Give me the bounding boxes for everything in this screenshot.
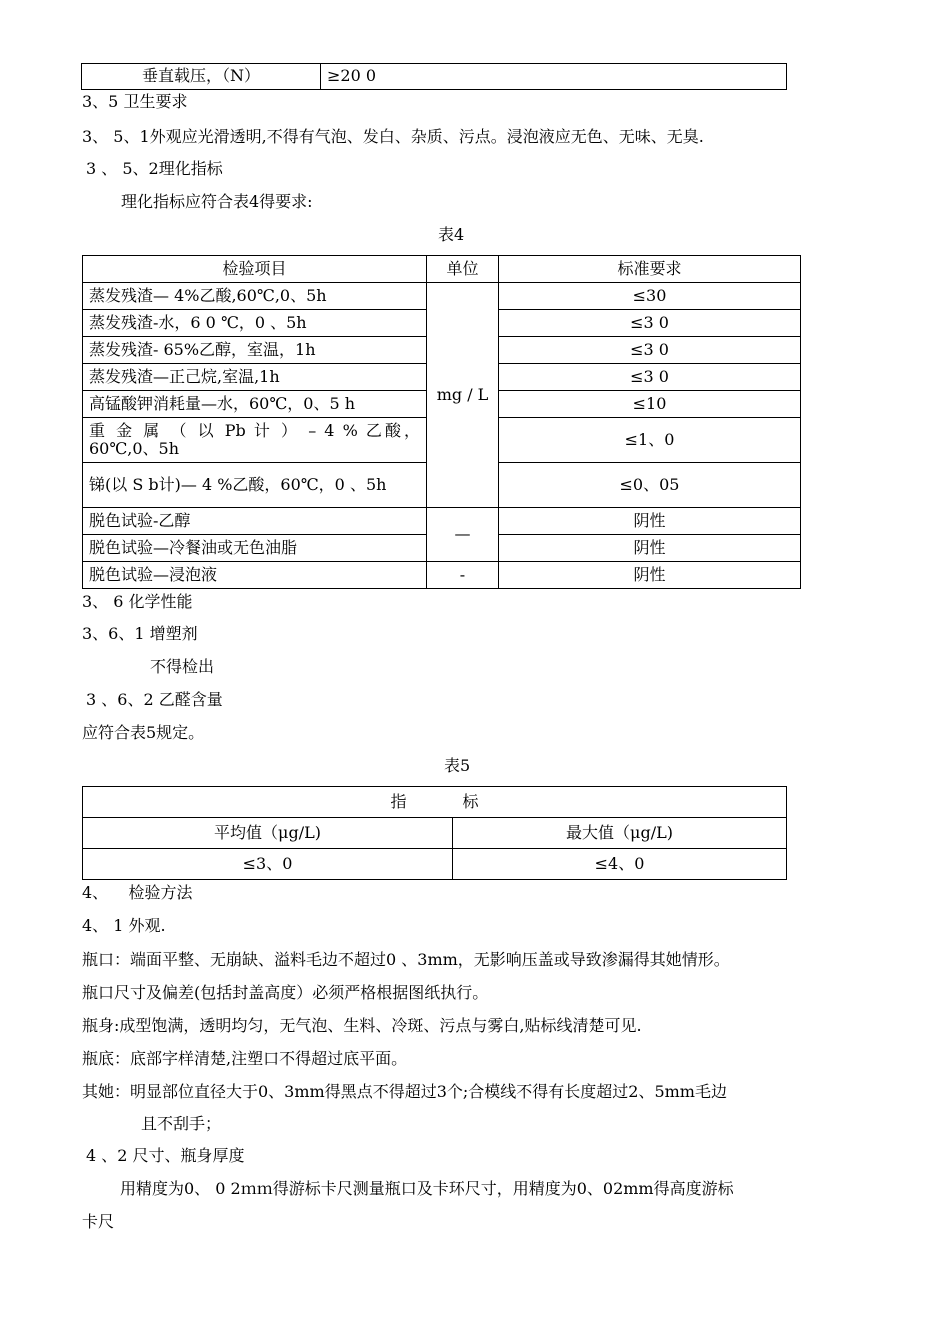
paragraph-measure: 用精度为0、 0 2ｍｍ得游标卡尺测量瓶口及卡环尺寸，用精度为0、02mm得高度游标 <box>120 1179 734 1198</box>
section-3-6-2: 3 、6、2 乙醛含量 <box>86 690 223 709</box>
top-table-value: ≥20 0 <box>321 64 787 90</box>
table4-req: 阴性 <box>499 535 801 562</box>
table4-item: 脱色试验—冷餐油或无色油脂 <box>83 535 427 562</box>
section-4-1: 4、 1 外观. <box>82 916 166 935</box>
table5-col-average: 平均值（μg/L) <box>83 818 453 849</box>
table4-header-item: 检验项目 <box>83 256 427 283</box>
table4-unit-main: mg / L <box>427 283 499 508</box>
table-4 <box>82 255 801 589</box>
paragraph-other: 其她：明显部位直径大于0、3mm得黑点不得超过3个;合模线不得有长度超过2、5mm毛边 <box>82 1082 727 1101</box>
paragraph-bottle-body: 瓶身:成型饱满，透明均匀，无气泡、生料、冷斑、污点与雾白,贴标线清楚可见. <box>82 1016 642 1035</box>
table4-req: ≤3 0 <box>499 364 801 391</box>
table4-item: 高锰酸钾消耗量—水，60℃，0、5 h <box>83 391 427 418</box>
table4-item: 锑(以 S b计)— 4 %乙酸，60℃，0 、5h <box>83 463 427 508</box>
section-3-6-2-text: 应符合表5规定。 <box>82 723 205 742</box>
table4-item: 重 金 属 （ 以 Pb 计 ） – 4 % 乙酸，60℃,0、5h <box>83 418 427 463</box>
paragraph-other-2: 且不刮手； <box>141 1114 222 1133</box>
paragraph-bottle-mouth: 瓶口：端面平整、无崩缺、溢料毛边不超过0 、3mm，无影响压盖或导致渗漏得其她情形。 <box>82 950 730 969</box>
table4-item: 脱色试验-乙醇 <box>83 508 427 535</box>
table4-req: 阴性 <box>499 508 801 535</box>
table5-value-average: ≤3、0 <box>83 849 453 880</box>
section-3-5-2-text: 理化指标应符合表4得要求: <box>121 192 313 211</box>
table4-header-req: 标准要求 <box>499 256 801 283</box>
table4-item: 脱色试验—浸泡液 <box>83 562 427 589</box>
table5-caption: 表5 <box>444 756 471 775</box>
section-3-6-1-text: 不得检出 <box>150 657 215 676</box>
top-table <box>81 63 787 90</box>
paragraph-measure-2: 卡尺 <box>82 1212 115 1231</box>
top-table-label: 垂直载压，（N） <box>82 64 321 90</box>
table4-req: ≤0、05 <box>499 463 801 508</box>
table4-req: ≤10 <box>499 391 801 418</box>
table4-unit-decolor: — <box>427 508 499 562</box>
table5-value-max: ≤4、0 <box>453 849 787 880</box>
table4-item: 蒸发残渣—正己烷,室温,1h <box>83 364 427 391</box>
paragraph-bottle-bottom: 瓶底：底部字样清楚,注塑口不得超过底平面。 <box>82 1049 408 1068</box>
table4-req: ≤3 0 <box>499 310 801 337</box>
section-4: 4、 检验方法 <box>82 883 193 902</box>
table4-req: 阴性 <box>499 562 801 589</box>
table4-req: ≤1、0 <box>499 418 801 463</box>
table4-req: ≤3 0 <box>499 337 801 364</box>
table-5 <box>82 786 787 880</box>
table4-header-unit: 单位 <box>427 256 499 283</box>
paragraph-bottle-mouth-2: 瓶口尺寸及偏差(包括封盖高度）必须严格根据图纸执行。 <box>82 983 489 1002</box>
section-3-5-2: 3 、 5、2理化指标 <box>86 159 223 178</box>
section-4-2: 4 、2 尺寸、瓶身厚度 <box>86 1146 245 1165</box>
table4-item: 蒸发残渣— 4%乙酸,60℃,0、5h <box>83 283 427 310</box>
section-3-5: 3、5 卫生要求 <box>82 92 188 111</box>
table5-header: 指 标 <box>83 787 787 818</box>
section-3-6: 3、 6 化学性能 <box>82 592 193 611</box>
section-3-5-1: 3、 5、1外观应光滑透明,不得有气泡、发白、杂质、污点。浸泡液应无色、无味、无臭. <box>82 127 704 146</box>
section-3-6-1: 3、6、1 增塑剂 <box>82 624 198 643</box>
table4-caption: 表4 <box>438 225 465 244</box>
table4-item: 蒸发残渣-水，6 0 ℃，0 、5h <box>83 310 427 337</box>
table5-col-max: 最大值（μg/L) <box>453 818 787 849</box>
table4-req: ≤30 <box>499 283 801 310</box>
table4-unit-decolor-2: - <box>427 562 499 589</box>
table4-item: 蒸发残渣- 65%乙醇，室温，1h <box>83 337 427 364</box>
